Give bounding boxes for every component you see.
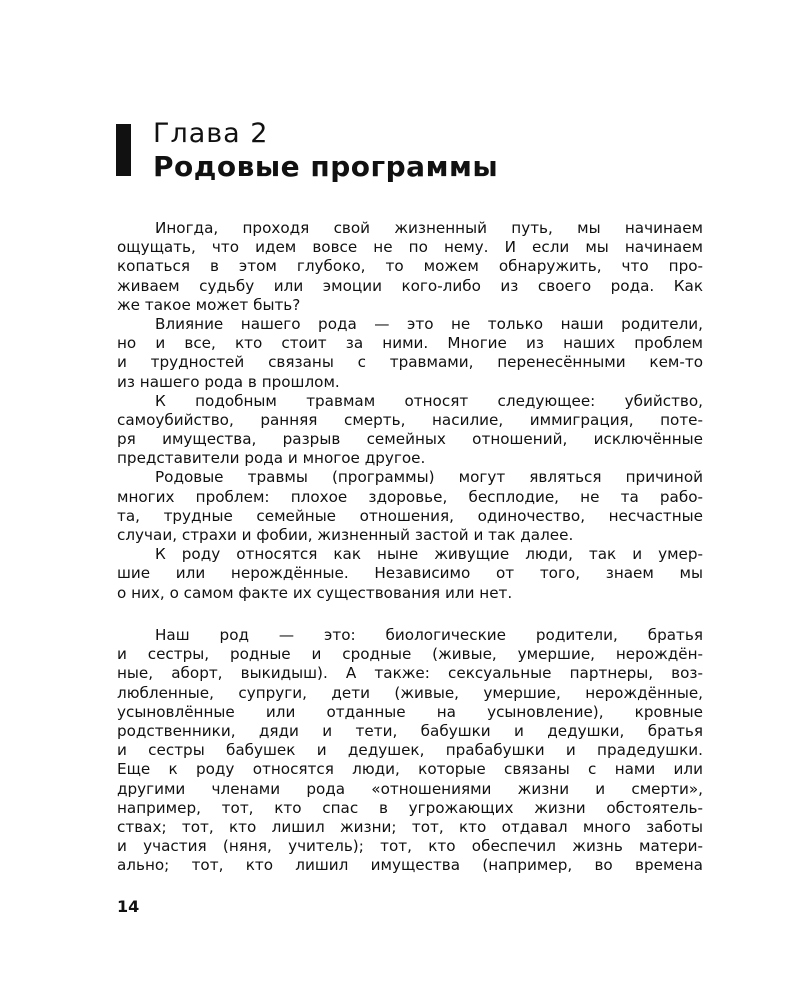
text-line: и трудностей связаны с травмами, перенесёнными кем-то	[117, 353, 703, 372]
text-line: К подобным травмам относят следующее: убийство,	[155, 391, 703, 410]
text-line: и участия (няня, учитель); тот, кто обеспечил жизнь матери-	[117, 837, 703, 856]
text-line: ря имущества, разрыв семейных отношений, исключённые	[117, 430, 703, 449]
text-line: ствах; тот, кто лишил жизни; тот, кто отдавал много заботы	[117, 817, 703, 836]
text-line: ально; тот, кто лишил имущества (например, во времена	[117, 856, 703, 875]
text-line: Влияние нашего рода — это не только наши родители,	[155, 314, 703, 333]
text-line: Иногда, проходя свой жизненный путь, мы начинаем	[155, 219, 703, 237]
text-line: же такое может быть?	[117, 295, 301, 314]
text-line: и сестры, родные и сродные (живые, умершие, нерождён-	[117, 645, 703, 664]
text-line: Родовые травмы (программы) могут являться причиной	[155, 468, 703, 487]
text-line: из нашего рода в прошлом.	[117, 372, 340, 391]
text-line: но и все, кто стоит за ними. Многие из наших проблем	[117, 334, 703, 353]
text-line: о них, о самом факте их существования или нет.	[117, 583, 513, 602]
text-line: копаться в этом глубоко, то можем обнаружить, что про-	[117, 257, 703, 276]
text-line: любленные, супруги, дети (живые, умершие, нерождённые,	[117, 683, 703, 702]
text-line: К роду относятся как ныне живущие люди, так и умер-	[155, 545, 703, 564]
family-definition-paragraph	[117, 626, 703, 875]
text-line: усыновлённые или отданные на усыновление), кровные	[117, 702, 703, 721]
text-line: ные, аборт, выкидыш). А также: сексуальные партнеры, воз-	[117, 664, 703, 683]
text-line: та, трудные семейные отношения, одиночество, несчастные	[117, 506, 703, 525]
chapter-title: Родовые программы	[153, 150, 499, 183]
text-line: родственники, дяди и тети, бабушки и дедушки, братья	[117, 721, 703, 740]
text-line: Наш род — это: биологические родители, братья	[155, 626, 703, 644]
intro-paragraphs	[117, 219, 703, 603]
chapter-number: Глава 2	[153, 118, 269, 149]
text-line: живаем судьбу или эмоции кого-либо из своего рода. Как	[117, 276, 703, 295]
text-line: и сестры бабушек и дедушек, прабабушки и прадедушки.	[117, 741, 703, 760]
text-line: многих проблем: плохое здоровье, бесплодие, не та рабо-	[117, 487, 703, 506]
text-line: представители рода и многое другое.	[117, 449, 426, 468]
text-line: Еще к роду относятся люди, которые связаны с нами или	[117, 760, 703, 779]
text-line: ощущать, что идем вовсе не по нему. И если мы начинаем	[117, 238, 703, 257]
page-number: 14	[117, 897, 140, 916]
text-line: шие или нерождённые. Независимо от того, знаем мы	[117, 564, 703, 583]
text-line: другими членами рода «отношениями жизни и смерти»,	[117, 779, 703, 798]
text-line: случаи, страхи и фобии, жизненный застой и так далее.	[117, 526, 574, 544]
text-line: например, тот, кто спас в угрожающих жизни обстоятель-	[117, 798, 703, 817]
chapter-marker-bar	[116, 124, 131, 176]
text-line: самоубийство, ранняя смерть, насилие, иммиграция, поте-	[117, 410, 703, 429]
